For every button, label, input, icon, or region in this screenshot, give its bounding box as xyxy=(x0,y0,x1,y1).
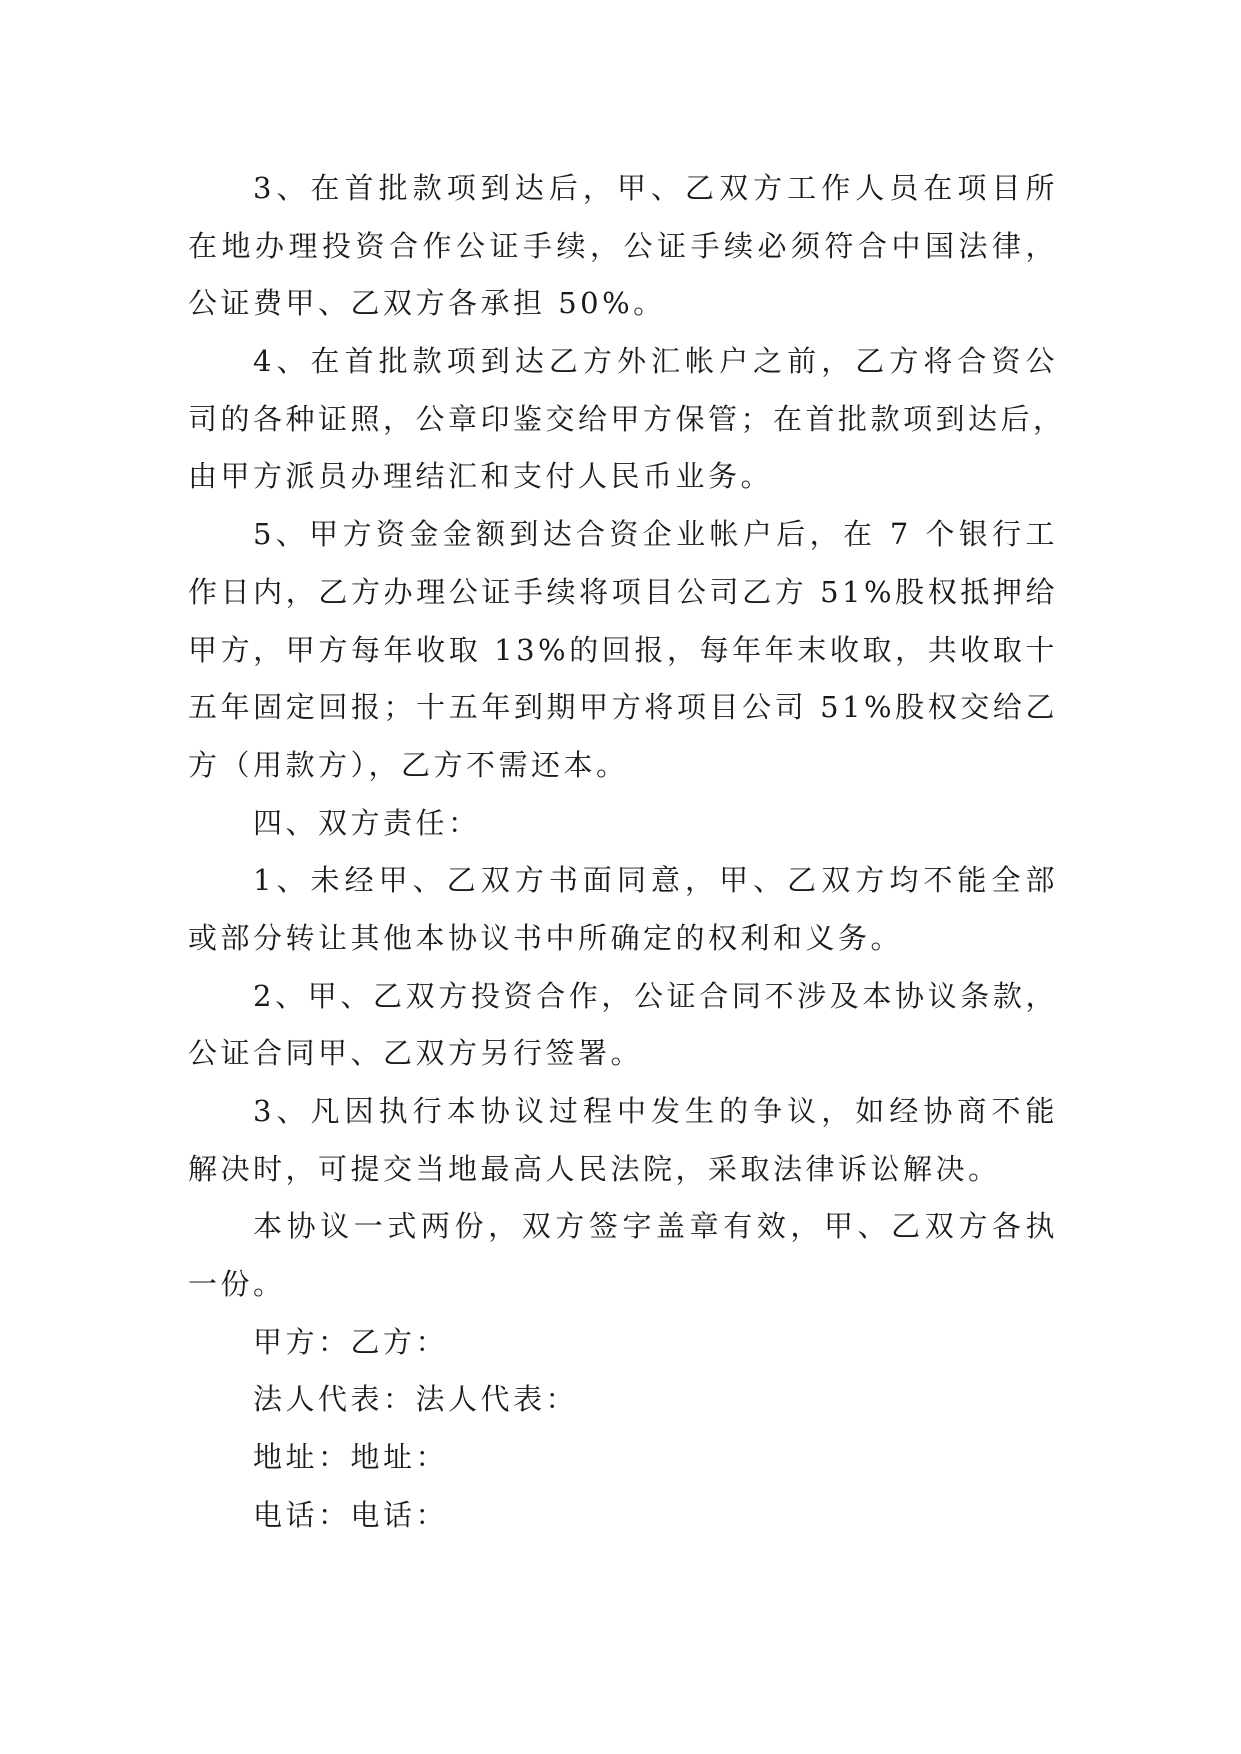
section-heading: 四、双方责任： xyxy=(253,805,481,840)
text-line: 公证费甲、乙双方各承担 50%。 xyxy=(188,286,666,321)
text-line: 2、甲、乙双方投资合作，公证合同不涉及本协议条款， xyxy=(253,978,1058,1013)
signature-line-address: 地址：地址： xyxy=(253,1440,449,1475)
text-line: 或部分转让其他本协议书中所确定的权利和义务。 xyxy=(188,920,904,955)
text-line: 3、在首批款项到达后，甲、乙双方工作人员在项目所 xyxy=(253,171,1058,205)
text-line: 一份。 xyxy=(188,1267,286,1302)
text-line: 在地办理投资合作公证手续，公证手续必须符合中国法律， xyxy=(188,228,1058,263)
text-line: 3、凡因执行本协议过程中发生的争议，如经协商不能 xyxy=(253,1094,1058,1128)
text-line: 司的各种证照，公章印鉴交给甲方保管；在首批款项到达后， xyxy=(188,401,1066,436)
text-line: 方（用款方），乙方不需还本。 xyxy=(188,747,629,782)
signature-line-phone: 电话：电话： xyxy=(253,1497,449,1532)
signature-line-party: 甲方：乙方： xyxy=(253,1324,449,1359)
text-line: 本协议一式两份，双方签字盖章有效，甲、乙双方各执 xyxy=(253,1209,1058,1244)
signature-line-representative: 法人代表：法人代表： xyxy=(253,1382,579,1417)
text-line: 作日内，乙方办理公证手续将项目公司乙方 51%股权抵押给 xyxy=(188,574,1058,609)
text-line: 五年固定回报；十五年到期甲方将项目公司 51%股权交给乙 xyxy=(188,690,1058,725)
text-line: 甲方，甲方每年收取 13%的回报，每年年末收取，共收取十 xyxy=(188,632,1058,667)
text-line: 4、在首批款项到达乙方外汇帐户之前，乙方将合资公 xyxy=(253,344,1058,379)
text-line: 由甲方派员办理结汇和支付人民币业务。 xyxy=(188,459,774,494)
text-line: 1、未经甲、乙双方书面同意，甲、乙双方均不能全部 xyxy=(253,863,1058,898)
text-line: 解决时，可提交当地最高人民法院，采取法律诉讼解决。 xyxy=(188,1151,1001,1186)
document-body xyxy=(188,160,1066,1545)
text-line: 公证合同甲、乙双方另行签署。 xyxy=(188,1036,644,1071)
text-line: 5、甲方资金金额到达合资企业帐户后，在 7 个银行工 xyxy=(253,517,1058,552)
